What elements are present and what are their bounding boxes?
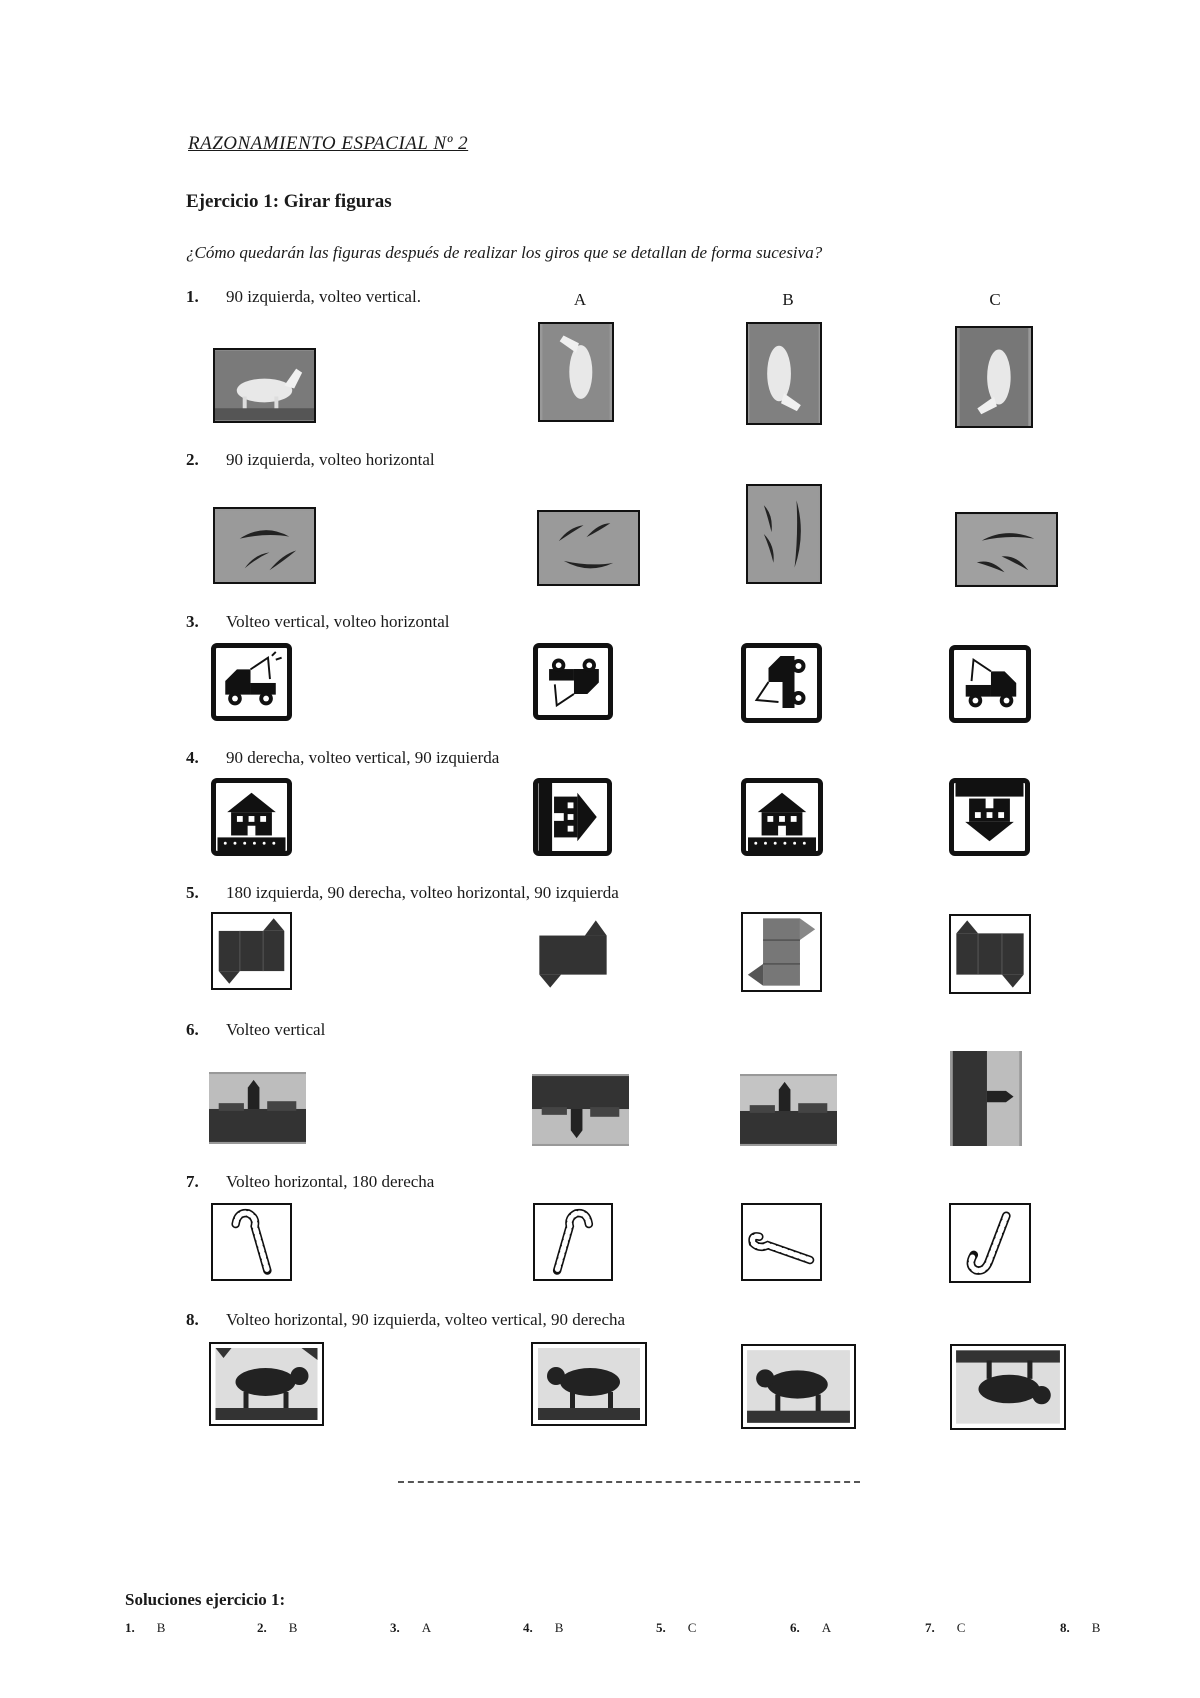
solution-answer: A <box>421 1620 432 1635</box>
solution-item <box>1060 1620 1100 1636</box>
cow-image-original <box>209 1342 324 1426</box>
item-number: 7. <box>186 1172 199 1191</box>
column-label-b: B <box>782 290 794 309</box>
house-icon-option-c <box>949 778 1030 856</box>
question-text: ¿Cómo quedarán las figuras después de realizar los giros que se detallan de forma sucesiva? <box>186 243 823 262</box>
solution-number: 7. <box>925 1620 935 1635</box>
tow-truck-icon-option-b <box>741 643 822 723</box>
horse-image-original <box>213 348 316 423</box>
solution-answer: B <box>554 1620 564 1635</box>
dolphins-image-option-a <box>537 510 640 586</box>
solution-answer: C <box>956 1620 966 1635</box>
solution-item <box>125 1620 165 1636</box>
cow-image-option-a <box>531 1342 647 1426</box>
item-instruction: 90 derecha, volteo vertical, 90 izquierda <box>226 748 500 767</box>
net-shape-option-a <box>533 916 613 992</box>
house-icon-option-a <box>533 778 612 856</box>
church-photo-option-b <box>740 1074 837 1146</box>
solution-answer: B <box>288 1620 298 1635</box>
solution-item <box>656 1620 696 1636</box>
item-instruction: Volteo vertical, volteo horizontal <box>226 612 450 631</box>
solution-number: 3. <box>390 1620 400 1635</box>
dolphins-image-option-b <box>746 484 822 584</box>
item-instruction: Volteo vertical <box>226 1020 326 1039</box>
item-number: 8. <box>186 1310 199 1329</box>
net-shape-option-c <box>949 914 1031 994</box>
net-shape-option-b <box>741 912 822 992</box>
solution-number: 1. <box>125 1620 135 1635</box>
tow-truck-icon-option-c <box>949 645 1031 723</box>
horse-image-option-a <box>538 322 614 422</box>
solution-number: 2. <box>257 1620 267 1635</box>
item-instruction: 90 izquierda, volteo horizontal <box>226 450 435 469</box>
church-photo-option-a <box>532 1074 629 1146</box>
exercise-title: Ejercicio 1: Girar figuras <box>186 191 392 212</box>
item-number: 5. <box>186 883 199 902</box>
house-icon-original <box>211 778 292 856</box>
item-number: 4. <box>186 748 199 767</box>
item-number: 6. <box>186 1020 199 1039</box>
tow-truck-icon-original <box>211 643 292 721</box>
item-instruction: Volteo horizontal, 180 derecha <box>226 1172 435 1191</box>
horse-image-option-b <box>746 322 822 425</box>
item-number: 1. <box>186 287 199 306</box>
candy-cane-option-c <box>949 1203 1031 1283</box>
tow-truck-icon-option-a <box>533 643 613 720</box>
house-icon-option-b <box>741 778 823 856</box>
item-instruction: 180 izquierda, 90 derecha, volteo horizontal, 90 izquierda <box>226 883 619 902</box>
cow-image-option-b <box>741 1344 856 1429</box>
solution-answer: B <box>156 1620 166 1635</box>
solution-item <box>390 1620 431 1636</box>
solution-item <box>257 1620 297 1636</box>
item-number: 2. <box>186 450 199 469</box>
church-photo-original <box>209 1072 306 1144</box>
page-title: RAZONAMIENTO ESPACIAL Nº 2 <box>188 133 469 154</box>
cow-image-option-c <box>950 1344 1066 1430</box>
solution-answer: B <box>1091 1620 1101 1635</box>
solution-item <box>925 1620 965 1636</box>
horse-image-option-c <box>955 326 1033 428</box>
dolphins-image-original <box>213 507 316 584</box>
solution-number: 8. <box>1060 1620 1070 1635</box>
column-label-c: C <box>989 290 1001 309</box>
item-number: 3. <box>186 612 199 631</box>
candy-cane-option-a <box>533 1203 613 1281</box>
solution-number: 5. <box>656 1620 666 1635</box>
church-photo-option-c <box>950 1051 1022 1146</box>
dolphins-image-option-c <box>955 512 1058 587</box>
column-label-a: A <box>573 290 587 309</box>
solution-number: 6. <box>790 1620 800 1635</box>
solution-item <box>523 1620 563 1636</box>
solution-item <box>790 1620 831 1636</box>
candy-cane-original <box>211 1203 292 1281</box>
solution-number: 4. <box>523 1620 533 1635</box>
item-instruction: Volteo horizontal, 90 izquierda, volteo vertical, 90 derecha <box>226 1310 626 1329</box>
net-shape-original <box>211 912 292 990</box>
candy-cane-option-b <box>741 1203 822 1281</box>
solution-answer: C <box>687 1620 697 1635</box>
item-instruction: 90 izquierda, volteo vertical. <box>226 287 421 306</box>
section-divider <box>398 1481 860 1483</box>
solutions-title: Soluciones ejercicio 1: <box>125 1590 286 1609</box>
solution-answer: A <box>821 1620 832 1635</box>
